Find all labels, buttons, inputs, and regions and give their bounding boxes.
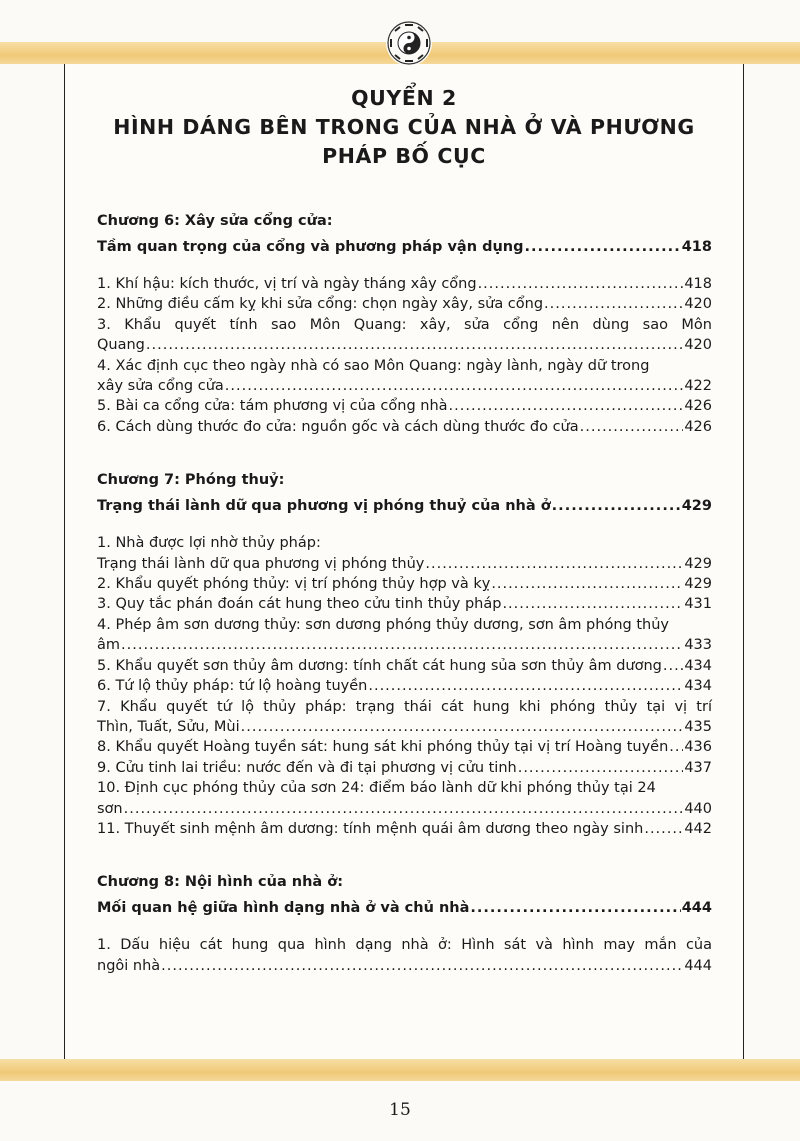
yin-yang-bagua-icon [386, 20, 432, 66]
dot-leader [478, 274, 684, 294]
dot-leader [525, 234, 681, 260]
toc-entry-continued[interactable] [97, 717, 712, 737]
page-ref: 442 [684, 820, 712, 837]
chapter-subtitle: Tầm quan trọng của cổng và phương pháp vận dụng [97, 239, 524, 255]
yin-yang-bagua-svg [386, 20, 432, 66]
entry-text: 6. Cách dùng thước đo cửa: nguồn gốc và cách dùng thước đo cửa [97, 418, 579, 435]
dot-leader [368, 676, 683, 696]
entry-text[interactable]: 4. Xác định cục theo ngày nhà có sao Môn Quang: ngày lành, ngày dữ trong [97, 357, 650, 374]
chapter-7 [97, 467, 712, 519]
toc-entry-continued[interactable] [97, 376, 712, 396]
page-ref: 418 [684, 276, 712, 292]
chapter-heading: Chương 8: Nội hình của nhà ở: [97, 874, 344, 891]
dot-leader [146, 335, 683, 355]
dot-leader [225, 376, 684, 396]
dot-leader [124, 799, 684, 819]
dot-leader [161, 956, 683, 976]
entry-text: 11. Thuyết sinh mệnh âm dương: tính mệnh quái âm dương theo ngày sinh [97, 820, 644, 837]
dot-leader [491, 574, 683, 594]
entry-text-cont: Trạng thái lành dữ qua phương vị phóng thủy [97, 555, 425, 572]
entry-text: 2. Những điều cấm kỵ khi sửa cổng: chọn ngày xây, sửa cổng [97, 296, 544, 313]
page-ref: 434 [684, 657, 712, 674]
title-line-3: PHÁP BỐ CỤC [322, 144, 486, 168]
dot-leader [644, 819, 683, 839]
page-ref: 426 [684, 418, 712, 435]
entry-text-cont: Quang [97, 337, 145, 354]
chapter-heading: Chương 6: Xây sửa cổng cửa: [97, 213, 333, 229]
entry-text[interactable]: 1. Dấu hiệu cát hung qua hình dạng nhà ở: Hình sát và hình may mắn của [97, 937, 712, 954]
entry-text: 9. Cửu tinh lai triều: nước đến và đi tại phương vị cửu tinh [97, 759, 517, 776]
chapter-8 [97, 869, 712, 921]
page-ref: 436 [684, 739, 712, 756]
chapter-subtitle-row[interactable] [97, 234, 712, 260]
dot-leader [552, 493, 681, 519]
footer-band [0, 1059, 800, 1081]
page-ref: 435 [684, 718, 712, 735]
table-of-contents [97, 208, 712, 976]
toc-entry[interactable] [97, 417, 712, 437]
page-number: 15 [389, 1100, 411, 1120]
toc-entry-continued[interactable] [97, 799, 712, 819]
title-line-1: QUYỂN 2 [351, 86, 457, 110]
page-ref: 429 [684, 576, 712, 593]
toc-entry[interactable] [97, 574, 712, 594]
entry-text-cont: xây sửa cổng cửa [97, 378, 224, 395]
chapter-6-items [97, 274, 712, 437]
dot-leader [663, 656, 683, 676]
page-ref: 437 [684, 759, 712, 776]
entry-text-cont: Thìn, Tuất, Sửu, Mùi [97, 718, 240, 735]
toc-entry[interactable] [97, 274, 712, 294]
toc-entry-continued[interactable] [97, 335, 712, 355]
page-ref: 444 [684, 957, 712, 974]
entry-text[interactable]: 1. Nhà được lợi nhờ thủy pháp: [97, 535, 321, 552]
entry-text: 6. Tứ lộ thủy pháp: tứ lộ hoàng tuyền [97, 678, 368, 695]
dot-leader [518, 758, 684, 778]
dot-leader [121, 635, 683, 655]
chapter-subtitle-row[interactable] [97, 895, 712, 921]
entry-text: 5. Khẩu quyết sơn thủy âm dương: tính chất cát hung sủa sơn thủy âm dương [97, 657, 662, 674]
dot-leader [669, 737, 683, 757]
entry-text: 2. Khẩu quyết phóng thủy: vị trí phóng thủy hợp và kỵ [97, 576, 491, 593]
entry-text[interactable]: 7. Khẩu quyết tứ lộ thủy pháp: trạng thái cát hung khi phóng thủy tại vị trí [97, 698, 712, 715]
toc-entry[interactable] [97, 819, 712, 839]
toc-entry[interactable] [97, 396, 712, 416]
page-ref: 429 [681, 498, 712, 515]
entry-text[interactable]: 10. Định cục phóng thủy của sơn 24: điểm báo lành dữ khi phóng thủy tại 24 [97, 780, 656, 797]
toc-entry[interactable] [97, 294, 712, 314]
toc-entry[interactable] [97, 676, 712, 696]
chapter-6 [97, 208, 712, 260]
entry-text[interactable]: 3. Khẩu quyết tính sao Môn Quang: xây, sửa cổng nên dùng sao Môn [97, 316, 712, 333]
toc-entry-continued[interactable] [97, 635, 712, 655]
page-ref: 426 [684, 398, 712, 415]
toc-entry[interactable] [97, 656, 712, 676]
page-ref: 433 [684, 637, 712, 654]
toc-entry-continued[interactable] [97, 554, 712, 574]
page-ref: 420 [684, 296, 712, 313]
page-ref: 429 [684, 555, 712, 572]
toc-entry-continued[interactable] [97, 956, 712, 976]
dot-leader [425, 554, 683, 574]
chapter-8-items [97, 935, 712, 976]
page-ref: 418 [681, 239, 712, 255]
chapter-subtitle-row[interactable] [97, 493, 712, 519]
page-ref: 434 [684, 678, 712, 695]
entry-text: 1. Khí hậu: kích thước, vị trí và ngày tháng xây cổng [97, 276, 477, 292]
toc-entry[interactable] [97, 594, 712, 614]
chapter-subtitle: Mối quan hệ giữa hình dạng nhà ở và chủ nhà [97, 900, 470, 917]
entry-text-cont: sơn [97, 800, 123, 817]
chapter-heading: Chương 7: Phóng thuỷ: [97, 472, 285, 489]
entry-text[interactable]: 4. Phép âm sơn dương thủy: sơn dương phóng thủy dương, sơn âm phóng thủy [97, 616, 669, 633]
chapter-7-items [97, 533, 712, 839]
toc-entry[interactable] [97, 737, 712, 757]
entry-text-cont: ngôi nhà [97, 957, 161, 974]
page-ref: 431 [684, 596, 712, 613]
dot-leader [580, 417, 684, 437]
dot-leader [241, 717, 684, 737]
toc-entry[interactable] [97, 758, 712, 778]
dot-leader [470, 895, 680, 921]
dot-leader [449, 396, 684, 416]
title-line-2: HÌNH DÁNG BÊN TRONG CỦA NHÀ Ở VÀ PHƯƠNG [113, 115, 695, 139]
chapter-subtitle: Trạng thái lành dữ qua phương vị phóng thuỷ của nhà ở [97, 498, 551, 515]
page-ref: 420 [684, 337, 712, 354]
dot-leader [502, 594, 683, 614]
entry-text: 8. Khẩu quyết Hoàng tuyền sát: hung sát khi phóng thủy tại vị trí Hoàng tuyền [97, 739, 669, 756]
dot-leader [544, 294, 683, 314]
entry-text-cont: âm [97, 637, 121, 654]
page-ref: 440 [684, 800, 712, 817]
page-ref: 422 [684, 378, 712, 395]
book-title [64, 84, 744, 171]
entry-text: 5. Bài ca cổng cửa: tám phương vị của cổng nhà [97, 398, 448, 415]
entry-text: 3. Quy tắc phán đoán cát hung theo cửu tinh thủy pháp [97, 596, 502, 613]
page-ref: 444 [681, 900, 712, 917]
